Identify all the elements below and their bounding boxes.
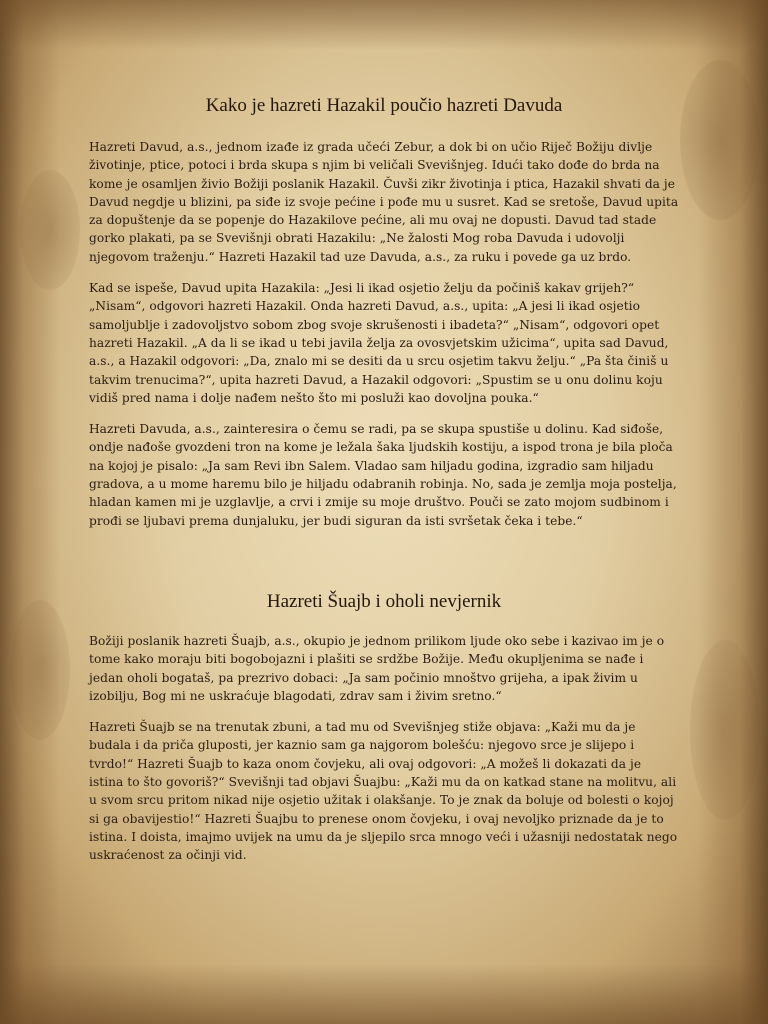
paragraph: Hazreti Šuajb se na trenutak zbuni, a tad mu od Svevišnjeg stiže objava: „Kaži mu da je budala i da priča gluposti, jer kaznio sam ga najgorom bolešću: njegovo srce je slijepo i tvrdo!“ Hazreti Šuajb to kaza onom čovjeku, ali ovaj odgovori: „A možeš li dokazati da je istina to što govoriš?“ Svevišnji tad objavi Šuajbu: „Kaži mu da on katkad stane na molitvu, ali u svom srcu pritom nikad nije osjetio užitak i olakšanje. To je znak da boluje od bolesti o kojoj si ga obavijestio!“ Hazreti Šuajbu to prenese onom čovjeku, i ovaj nevoljko priznade da je to istina. I doista, imajmo uvijek na umu da je sljepilo srca mnogo veći i užasniji nedostatak nego uskraćenost za očinji vid. (89, 720, 678, 863)
paragraph: Hazreti Davud, a.s., jednom izađe iz grada učeći Zebur, a dok bi on učio Riječ Božiju divlje životinje, ptice, potoci i brda skupa s njim bi veličali Svevišnjeg. Idući tako dođe do brda na kome je osamljen živio Božiji poslanik Hazakil. Čuvši zikr životinja i ptica, Hazakil shvati da je Davud negdje u blizini, pa siđe iz svoje pećine i pođe mu u susret. Kad se sretoše, Davud upita za dopuštenje da se popenje do Hazakilove pećine, ali mu ovaj ne dopusti. Davud tad stade gorko plakati, pa se Svevišnji obrati Hazakilu: „Ne žalosti Mog roba Davuda i udovolji njegovom traženju.“ Hazreti Hazakil tad uze Davuda, a.s., za ruku i povede ga uz brdo. (89, 140, 679, 264)
section-title-hazakil: Kako je hazreti Hazakil poučio hazreti Davuda (205, 95, 563, 116)
section-title-suajb: Hazreti Šuajb i oholi nevjernik (266, 590, 502, 612)
paragraph: Kad se ispeše, Davud upita Hazakila: „Jesi li ikad osjetio želju da počiniš kakav grijeh?“ „Nisam“, odgovori hazreti Hazakil. Onda hazreti Davud, a.s., upita: „A jesi li ikad osjetio samoljublje i zadovoljstvo sobom zbog svoje skrušenosti i ibadeta?“ „Nisam“, odgovori opet hazreti Hazakil. „A da li se ikad u tebi javila želja za ovosvjetskim užicima“, upita sad Davud, a.s., a Hazakil odgovori: „Da, znalo mi se desiti da u srcu osjetim takvu želju.“ „Pa šta činiš u takvim trenucima?“, upita hazreti Davud, a Hazakil odgovori: „Spustim se u onu dolinu koju vidiš pred nama i dolje nađem nešto što mi posluži kao dovoljna pouka.“ (89, 281, 669, 405)
document-body (89, 92, 679, 878)
paragraph: Božiji poslanik hazreti Šuajb, a.s., okupio je jednom prilikom ljude oko sebe i kazivao im je o tome kako moraju biti bogobojazni i plašiti se srdžbe Božije. Među okupljenima se nađe i jedan oholi bogataš, pa prezrivo dobaci: „Ja sam počinio mnoštvo grijeha, a ipak živim u izobilju, Bog mi ne uskraćuje blagodati, zdrav sam i živim sretno.“ (89, 633, 665, 703)
paragraph: Hazreti Davuda, a.s., zainteresira o čemu se radi, pa se skupa spustiše u dolinu. Kad siđoše, ondje nađoše gvozdeni tron na kome je ležala šaka ljudskih kostiju, a ispod trona je bila ploča na kojoj je pisalo: „Ja sam Revi ibn Salem. Vladao sam hiljadu godina, izgradio sam hiljadu gradova, a u mome haremu bilo je hiljadu odabranih robinja. No, sada je zemlja moja postelja, hladan kamen mi je uzglavlje, a crvi i zmije su moje društvo. Pouči se zato mojom sudbinom i prođi se ljubavi prema dunjaluku, jer budi siguran da isti svršetak čeka i tebe.“ (89, 422, 677, 528)
